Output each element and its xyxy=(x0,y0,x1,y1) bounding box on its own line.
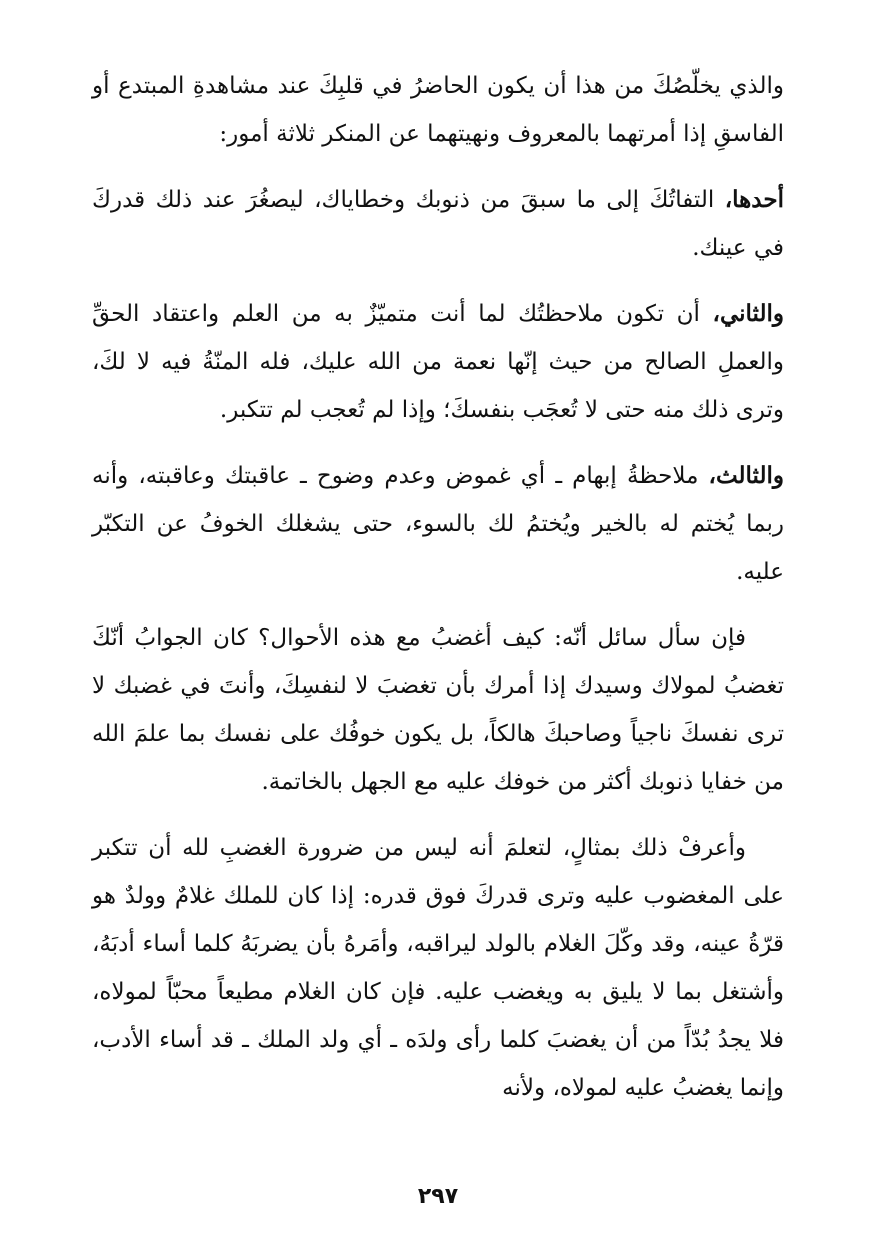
paragraph-first-matter xyxy=(92,176,784,272)
paragraph-text: فإن سأل سائل أنّه: كيف أغضبُ مع هذه الأحوال؟ كان الجوابُ أنّكَ تغضبُ لمولاك وسيدك إذا أمرك بأن تغضبَ لا لنفسِكَ، وأنتَ في غضبك لا ترى نفسكَ ناجياً وصاحبكَ هالكاً، بل يكون خوفُك على نفسك بما علمَ الله من خفايا ذنوبك أكثر من خوفك عليه مع الجهل بالخاتمة. xyxy=(92,625,784,795)
paragraph-lead: والثالث، xyxy=(708,462,784,489)
page-number: ٢٩٧ xyxy=(417,1184,459,1209)
paragraph-intro xyxy=(92,62,784,158)
paragraph-third-matter xyxy=(92,452,784,596)
paragraph-lead: والثاني، xyxy=(712,300,784,327)
paragraph-text: وأعرفْ ذلك بمثالٍ، لتعلمَ أنه ليس من ضرورة الغضبِ لله أن تتكبر على المغضوب عليه وترى قدركَ فوق قدره: إذا كان للملك غلامٌ وولدٌ هو قرّةُ عينه، وقد وكّلَ الغلام بالولد ليراقبه، وأمَرهُ بأن يضربَهُ كلما أساء أدبَهُ، وأشتغل بما لا يليق به ويغضب عليه. فإن كان الغلام مطيعاً محبّاً لمولاه، فلا يجدُ بُدّاً من أن يغضبَ كلما رأى ولدَه ـ أي ولد الملك ـ قد أساء الأدب، وإنما يغضبُ عليه لمولاه، ولأنه xyxy=(92,835,784,1101)
paragraph-question xyxy=(92,614,784,806)
paragraph-example xyxy=(92,824,784,1112)
paragraph-second-matter xyxy=(92,290,784,434)
paragraph-lead: أحدها، xyxy=(724,186,784,213)
paragraph-text: والذي يخلّصُكَ من هذا أن يكون الحاضرُ في قلبِكَ عند مشاهدةِ المبتدع أو الفاسقِ إذا أمرتهما بالمعروف ونهيتهما عن المنكر ثلاثة أمور: xyxy=(92,73,784,147)
body-text xyxy=(92,62,784,1130)
paragraph-text: التفاتُكَ إلى ما سبقَ من ذنوبك وخطاياك، ليصغُرَ عند ذلك قدركَ في عينك. xyxy=(92,187,784,261)
paragraph-text: ملاحظةُ إبهام ـ أي غموض وعدم وضوح ـ عاقبتك وعاقبته، وأنه ربما يُختم له بالخير ويُختمُ لك بالسوء، حتى يشغلك الخوفُ عن التكبّر عليه. xyxy=(92,463,784,585)
paragraph-text: أن تكون ملاحظتُك لما أنت متميّزٌ به من العلم واعتقاد الحقِّ والعملِ الصالح من حيث إنّها نعمة من الله عليك، فله المنّةُ فيه لا لكَ، وترى ذلك منه حتى لا تُعجَب بنفسكَ؛ وإذا لم تُعجب لم تتكبر. xyxy=(92,301,784,423)
